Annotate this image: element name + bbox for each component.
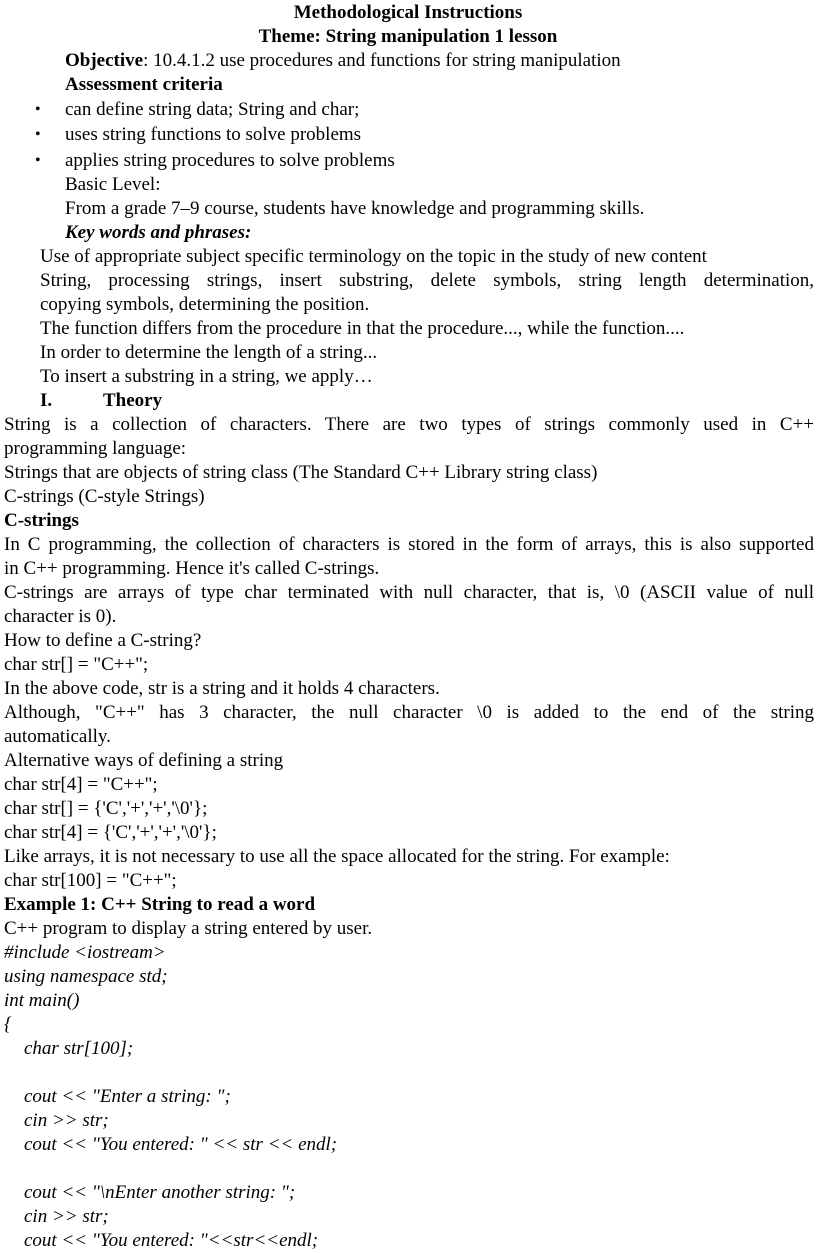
keywords-heading: Key words and phrases: [65, 222, 252, 243]
paragraph-line: How to define a C-string? [4, 630, 202, 651]
keywords-line: The function differs from the procedure in that the procedure..., while the function.... [40, 318, 685, 339]
section-title: Theory [103, 390, 163, 411]
paragraph-line: C-strings are arrays of type char terminated with null character, that is, \0 (ASCII value of null [4, 582, 814, 603]
paragraph-line: programming language: [4, 438, 187, 459]
keywords-line: To insert a substring in a string, we apply… [40, 366, 373, 387]
paragraph-line: Strings that are objects of string class (The Standard C++ Library string class) [4, 462, 598, 483]
example-heading: Example 1: C++ String to read a word [4, 894, 316, 915]
cstrings-heading: C-strings [4, 510, 79, 531]
code-line: using namespace std; [4, 966, 168, 987]
code-line: cout << "\nEnter another string: "; [24, 1182, 296, 1203]
code-line: #include <iostream> [4, 942, 166, 963]
paragraph-line: String is a collection of characters. There are two types of strings commonly used in C++ [4, 414, 814, 435]
code-line: int main() [4, 990, 80, 1011]
code-line: char str[100]; [24, 1038, 134, 1059]
code-line: cout << "You entered: "<<str<<endl; [24, 1230, 319, 1251]
code-line: cin >> str; [24, 1110, 109, 1131]
code-line: cout << "Enter a string: "; [24, 1086, 231, 1107]
paragraph-line: character is 0). [4, 606, 117, 627]
code-inline: char str[] = {'C','+','+','\0'}; [4, 798, 208, 819]
paragraph-line: In C programming, the collection of characters is stored in the form of arrays, this is also supported [4, 534, 814, 555]
paragraph-line: Alternative ways of defining a string [4, 750, 284, 771]
code-inline: char str[] = "C++"; [4, 654, 149, 675]
paragraph-line: automatically. [4, 726, 111, 747]
section-number: I. [40, 390, 53, 411]
keywords-line: copying symbols, determining the position. [40, 294, 370, 315]
code-line [24, 1061, 814, 1085]
basic-level-label: Basic Level: [65, 174, 161, 195]
code-line: { [4, 1014, 12, 1035]
prior-knowledge-text: From a grade 7–9 course, students have knowledge and programming skills. [65, 198, 645, 219]
document-title: Methodological Instructions [293, 2, 523, 23]
paragraph-line: in C++ programming. Hence it's called C-strings. [4, 558, 380, 579]
code-inline: char str[4] = "C++"; [4, 774, 158, 795]
code-line: cin >> str; [24, 1206, 109, 1227]
paragraph-line: In the above code, str is a string and it holds 4 characters. [4, 678, 440, 699]
lesson-theme: Theme: String manipulation 1 lesson [258, 26, 558, 47]
keywords-line: Use of appropriate subject specific terminology on the topic in the study of new content [40, 246, 707, 267]
objective-label: Objective [65, 50, 144, 71]
code-line: cout << "You entered: " << str << endl; [24, 1134, 338, 1155]
assessment-item: • applies string procedures to solve problems [65, 149, 814, 173]
paragraph-line: Like arrays, it is not necessary to use all the space allocated for the string. For example: [4, 846, 670, 867]
assessment-item: • can define string data; String and char; [65, 98, 814, 122]
code-line [24, 1157, 814, 1181]
objective-line [65, 49, 814, 73]
keywords-line: In order to determine the length of a string... [40, 342, 378, 363]
example-description: C++ program to display a string entered by user. [4, 918, 373, 939]
assessment-item: • uses string functions to solve problems [65, 123, 814, 147]
paragraph-line: Although, "C++" has 3 character, the null character \0 is added to the end of the string [4, 702, 814, 723]
keywords-line: String, processing strings, insert substring, delete symbols, string length determination, [40, 270, 814, 291]
code-inline: char str[100] = "C++"; [4, 870, 177, 891]
code-inline: char str[4] = {'C','+','+','\0'}; [4, 822, 217, 843]
assessment-heading: Assessment criteria [65, 74, 223, 95]
paragraph-line: C-strings (C-style Strings) [4, 486, 205, 507]
objective-text: : 10.4.1.2 use procedures and functions for string manipulation [143, 50, 621, 71]
